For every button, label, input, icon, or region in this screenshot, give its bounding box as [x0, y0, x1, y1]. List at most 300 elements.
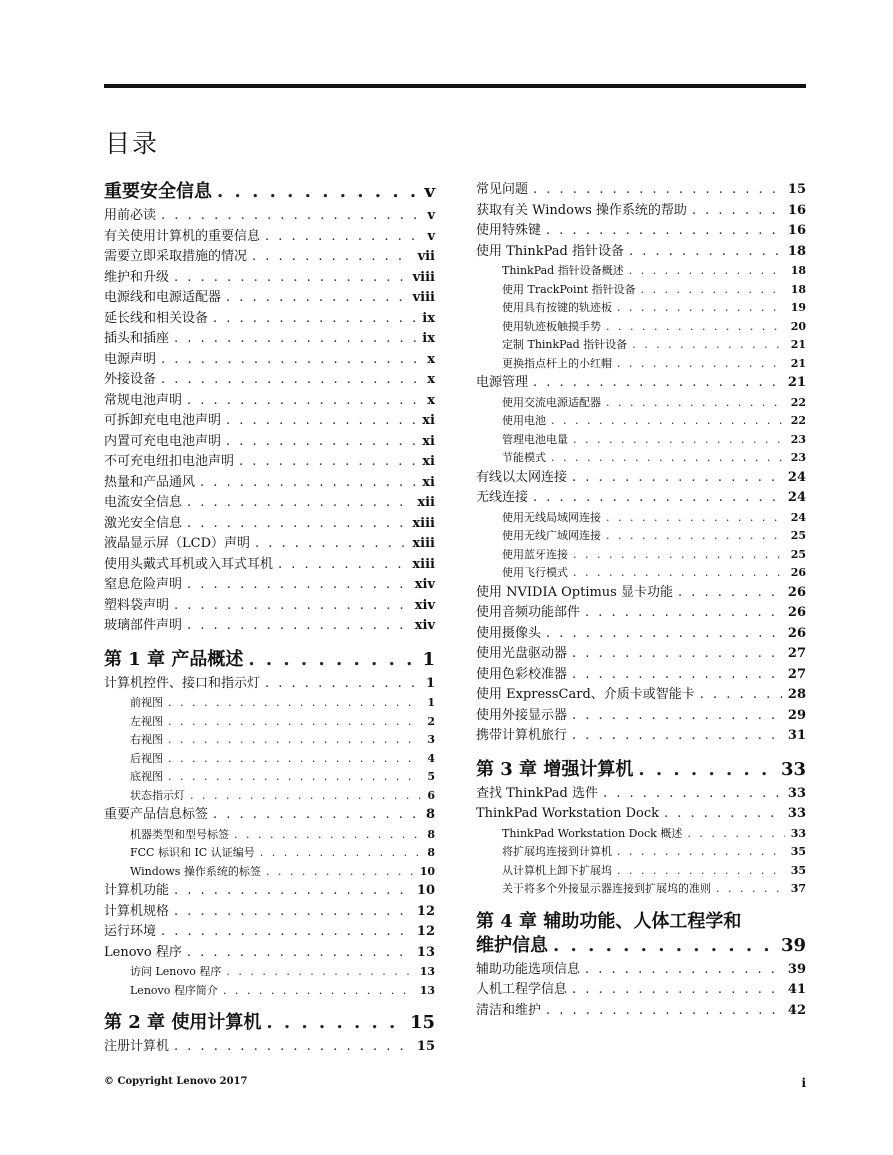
toc-chapter-entry[interactable] — [104, 648, 435, 672]
toc-entry[interactable] — [476, 980, 806, 1001]
toc-label: ThinkPad Workstation Dock 概述 — [502, 826, 683, 840]
toc-label: 注册计算机 — [104, 1039, 170, 1054]
toc-label: 使用交流电源适配器 — [502, 395, 601, 409]
toc-page-number: 28 — [787, 687, 806, 702]
toc-label: 激光安全信息 — [104, 515, 183, 531]
toc-label: 辅助功能选项信息 — [476, 961, 581, 977]
page-title: 目录 — [105, 129, 160, 158]
toc-page-number: 8 — [427, 846, 435, 859]
dot-leader — [260, 227, 421, 248]
toc-label: Lenovo 程序简介 — [130, 983, 218, 997]
toc-entry[interactable] — [104, 227, 435, 248]
dot-leader — [169, 1037, 411, 1058]
dot-leader — [568, 546, 785, 565]
dot-leader — [567, 980, 782, 1001]
toc-chapter-title: 第 4 章 辅助功能、人体工程学和 — [476, 910, 742, 932]
toc-label: 获取有关 Windows 操作系统的帮助 — [476, 202, 687, 218]
toc-entry[interactable] — [104, 943, 435, 964]
toc-label: 使用蓝牙连接 — [502, 547, 568, 561]
toc-subentry[interactable] — [104, 768, 435, 787]
toc-page-number: xiv — [414, 577, 435, 592]
toc-page-number: 1 — [422, 648, 435, 670]
toc-label: 第 1 章 产品概述 — [104, 648, 244, 670]
toc-entry[interactable] — [476, 1001, 806, 1022]
dot-leader — [273, 555, 406, 576]
toc-page-number: viii — [412, 290, 435, 305]
dot-leader — [182, 575, 409, 596]
dot-leader — [528, 373, 782, 394]
toc-page-number: 16 — [787, 202, 806, 218]
dot-leader — [229, 826, 421, 845]
toc-entry[interactable] — [104, 1037, 435, 1058]
toc-page-number: 24 — [787, 490, 806, 505]
toc-subentry[interactable] — [104, 826, 435, 845]
toc-page-number: 16 — [787, 223, 806, 238]
toc-page-number: x — [427, 372, 435, 387]
toc-label: 运行环境 — [104, 924, 157, 939]
dot-leader — [601, 509, 785, 528]
toc-subentry[interactable] — [104, 963, 435, 982]
dot-leader — [218, 982, 414, 1001]
toc-label: ThinkPad Workstation Dock — [476, 806, 659, 821]
dot-leader — [182, 493, 411, 514]
toc-label: 塑料袋声明 — [104, 597, 170, 613]
toc-label: 使用 NVIDIA Optimus 显卡功能 — [476, 584, 673, 600]
toc-page-number: 21 — [790, 356, 806, 370]
toc-page-number: 25 — [790, 547, 806, 561]
toc-label: 可拆卸充电电池声明 — [104, 413, 222, 428]
toc-entry[interactable] — [104, 247, 435, 268]
toc-chapter-entry[interactable] — [476, 758, 806, 782]
dot-leader — [546, 412, 785, 431]
dot-leader — [541, 624, 782, 645]
toc-subentry[interactable] — [104, 982, 435, 1001]
toc-page-number: v — [427, 228, 435, 244]
dot-leader — [711, 880, 785, 899]
dot-leader — [612, 843, 785, 862]
toc-label: 窒息危险声明 — [104, 577, 183, 592]
toc-page-number: 5 — [427, 770, 435, 783]
toc-label: 插头和插座 — [104, 331, 170, 346]
toc-label: 更换指点杆上的小红帽 — [502, 356, 612, 370]
toc-label: 携带计算机旅行 — [476, 728, 568, 743]
toc-label: 重要产品信息标签 — [104, 807, 209, 822]
toc-entry[interactable] — [104, 616, 435, 637]
toc-label: 使用摄像头 — [476, 625, 542, 641]
toc-subentry[interactable] — [476, 262, 806, 281]
toc-label: 使用特殊键 — [476, 223, 542, 238]
toc-subentry[interactable] — [476, 299, 806, 318]
toc-label: 使用外接显示器 — [476, 707, 568, 723]
toc-subentry[interactable] — [476, 336, 806, 355]
toc-page-number: 13 — [419, 965, 435, 978]
toc-entry[interactable] — [476, 726, 806, 747]
toc-label: 管理电池电量 — [502, 432, 568, 446]
toc-page-number: 21 — [787, 375, 806, 390]
toc-page-number: 3 — [427, 733, 435, 746]
dot-leader — [695, 685, 782, 706]
dot-leader — [163, 750, 421, 769]
dot-leader — [260, 674, 420, 695]
dot-leader — [163, 768, 421, 787]
dot-leader — [221, 411, 416, 432]
toc-page-number: 19 — [790, 301, 806, 314]
toc-label: 从计算机上卸下扩展坞 — [502, 863, 612, 877]
toc-label: 玻璃部件声明 — [104, 618, 183, 633]
toc-page-number: xi — [422, 413, 435, 428]
toc-chapter-entry[interactable] — [104, 1011, 435, 1035]
dot-leader — [636, 281, 785, 300]
toc-label: 电源线和电源适配器 — [104, 290, 222, 305]
dot-leader — [548, 934, 775, 958]
toc-page-number: 33 — [780, 758, 806, 780]
toc-entry[interactable] — [104, 674, 435, 695]
toc-page-number: 26 — [787, 625, 806, 641]
toc-subentry[interactable] — [476, 412, 806, 431]
toc-subentry[interactable] — [104, 750, 435, 769]
toc-entry[interactable] — [104, 902, 435, 923]
toc-page-number: 15 — [416, 1039, 435, 1054]
toc-label: 电流安全信息 — [104, 495, 183, 510]
toc-entry[interactable] — [476, 784, 806, 805]
toc-entry[interactable] — [476, 201, 806, 222]
toc-entry[interactable] — [476, 804, 806, 825]
toc-page-number: 10 — [416, 883, 435, 898]
toc-page-number: 4 — [427, 751, 435, 765]
toc-page-number: 18 — [787, 243, 806, 259]
toc-entry[interactable] — [104, 514, 435, 535]
toc-page-number: 42 — [787, 1002, 806, 1018]
toc-subentry[interactable] — [476, 527, 806, 546]
toc-page-number: 29 — [787, 707, 806, 723]
toc-entry[interactable] — [476, 242, 806, 263]
toc-label: 液晶显示屏（LCD）声明 — [104, 536, 251, 551]
dot-leader — [156, 350, 421, 371]
toc-subentry[interactable] — [476, 431, 806, 450]
toc-entry[interactable] — [476, 644, 806, 665]
dot-leader — [221, 288, 407, 309]
page-number: i — [801, 1076, 806, 1090]
toc-page-number: v — [427, 208, 435, 223]
toc-page-number: 33 — [787, 785, 806, 801]
toc-label: 查找 ThinkPad 选件 — [476, 785, 598, 801]
toc-label: 人机工程学信息 — [476, 982, 568, 997]
toc-entry[interactable] — [104, 288, 435, 309]
toc-subentry[interactable] — [104, 694, 435, 713]
toc-page-number: 25 — [790, 529, 806, 542]
toc-page-number: xiii — [412, 556, 435, 572]
page-footer — [104, 1076, 806, 1090]
toc-page-number: 24 — [787, 469, 806, 485]
toc-entry[interactable] — [476, 180, 806, 201]
toc-subentry[interactable] — [476, 825, 806, 844]
toc-label: 使用 ExpressCard、介质卡或智能卡 — [476, 687, 695, 702]
toc-label: 电源管理 — [476, 375, 529, 390]
toc-page-number: 26 — [787, 584, 806, 600]
toc-subentry[interactable] — [104, 844, 435, 863]
toc-entry[interactable] — [476, 221, 806, 242]
toc-page-number: vii — [417, 249, 435, 264]
toc-label: 重要安全信息 — [104, 181, 212, 202]
toc-page-number: xi — [422, 474, 435, 490]
dot-leader — [261, 863, 414, 882]
toc-label: 用前必读 — [104, 208, 157, 223]
dot-leader — [612, 862, 785, 881]
dot-leader — [687, 201, 782, 222]
dot-leader — [255, 844, 422, 863]
toc-entry[interactable] — [104, 596, 435, 617]
dot-leader — [627, 336, 784, 355]
dot-leader — [633, 758, 775, 782]
toc-label: 使用 TrackPoint 指针设备 — [502, 282, 636, 296]
dot-leader — [163, 731, 421, 750]
toc-page-number: 35 — [790, 863, 806, 877]
dot-leader — [247, 247, 412, 268]
toc-entry[interactable] — [104, 473, 435, 494]
toc-subentry[interactable] — [476, 509, 806, 528]
toc-entry[interactable] — [104, 350, 435, 371]
toc-subentry[interactable] — [476, 449, 806, 468]
toc-page-number: 15 — [787, 182, 806, 197]
toc-label: 后视图 — [130, 751, 163, 765]
dot-leader — [567, 468, 782, 489]
toc-label: 前视图 — [130, 696, 163, 709]
toc-label: 使用头戴式耳机或入耳式耳机 — [104, 556, 274, 572]
toc-entry[interactable] — [476, 603, 806, 624]
toc-subentry[interactable] — [104, 787, 435, 806]
dot-leader — [261, 1011, 404, 1035]
dot-leader — [221, 432, 416, 453]
toc-page-number: 20 — [790, 319, 806, 333]
toc-entry[interactable] — [104, 370, 435, 391]
dot-leader — [182, 391, 421, 412]
toc-subentry[interactable] — [476, 564, 806, 583]
dot-leader — [169, 596, 409, 617]
toc-page-number: 37 — [790, 882, 806, 895]
toc-page-number: 8 — [427, 827, 435, 841]
toc-subentry[interactable] — [104, 713, 435, 732]
copyright-notice: © Copyright Lenovo 2017 — [104, 1076, 248, 1087]
toc-page-number: xii — [417, 495, 435, 510]
toc-page-number: 12 — [416, 903, 435, 919]
toc-page-number: 39 — [780, 934, 806, 956]
toc-label: 使用轨迹板触摸手势 — [502, 319, 601, 333]
toc-label: 计算机功能 — [104, 883, 170, 898]
toc-page-number: 39 — [787, 961, 806, 977]
toc-page-number: x — [427, 351, 435, 367]
toc-label: FCC 标识和 IC 认证编号 — [130, 846, 255, 859]
toc-entry[interactable] — [104, 309, 435, 330]
toc-page-number: 10 — [419, 864, 435, 878]
toc-label: 维护和升级 — [104, 269, 170, 285]
toc-label: 热量和产品通风 — [104, 474, 196, 490]
toc-label: 清洁和维护 — [476, 1002, 542, 1018]
toc-entry[interactable] — [104, 881, 435, 902]
dot-leader — [243, 648, 416, 672]
toc-page-number: 31 — [787, 728, 806, 743]
dot-leader — [567, 726, 782, 747]
dot-leader — [598, 784, 782, 805]
dot-leader — [156, 922, 411, 943]
toc-page-number: xiii — [412, 536, 435, 551]
dot-leader — [182, 514, 406, 535]
toc-page-number: 1 — [425, 675, 435, 691]
toc-page-number: 23 — [790, 432, 806, 446]
toc-page-number: 26 — [787, 605, 806, 620]
toc-page-number: 35 — [790, 845, 806, 858]
dot-leader — [195, 473, 416, 494]
toc-subentry[interactable] — [476, 862, 806, 881]
toc-page-number: 41 — [787, 982, 806, 997]
toc-page-number: 18 — [790, 282, 806, 296]
toc-entry[interactable] — [104, 805, 435, 826]
dot-leader — [221, 963, 413, 982]
toc-page-number: ix — [422, 310, 435, 326]
toc-entry[interactable] — [104, 268, 435, 289]
toc-entry[interactable] — [476, 960, 806, 981]
dot-leader — [568, 564, 785, 583]
dot-leader — [156, 206, 421, 227]
toc-label: 电源声明 — [104, 351, 157, 367]
toc-page-number: 23 — [790, 451, 806, 464]
toc-page-number: 21 — [790, 338, 806, 351]
toc-label: 使用光盘驱动器 — [476, 646, 568, 661]
dot-leader — [169, 268, 407, 289]
toc-label: 使用音频功能部件 — [476, 605, 581, 620]
toc-entry[interactable] — [104, 922, 435, 943]
dot-leader — [169, 902, 411, 923]
toc-entry[interactable] — [476, 488, 806, 509]
toc-label: Windows 操作系统的标签 — [130, 864, 261, 878]
dot-leader — [601, 527, 785, 546]
toc-label: 延长线和相关设备 — [104, 310, 209, 326]
toc-entry[interactable] — [104, 411, 435, 432]
toc-label: 计算机控件、接口和指示灯 — [104, 675, 261, 691]
toc-entry[interactable] — [104, 329, 435, 350]
toc-page-number: 27 — [787, 666, 806, 682]
toc-left-column — [104, 180, 435, 1058]
toc-label: 节能模式 — [502, 451, 546, 464]
dot-leader — [682, 825, 784, 844]
toc-entry[interactable] — [104, 493, 435, 514]
dot-leader — [208, 309, 416, 330]
toc-subentry[interactable] — [476, 318, 806, 337]
toc-label: 使用无线局域网连接 — [502, 510, 601, 524]
toc-entry[interactable] — [476, 665, 806, 686]
toc-page-number: viii — [412, 269, 435, 285]
toc-page-number: xiii — [412, 515, 435, 531]
toc-label: 底视图 — [130, 770, 163, 783]
toc-label: 关于将多个外接显示器连接到扩展坞的准则 — [502, 882, 711, 895]
toc-label: 使用 ThinkPad 指针设备 — [476, 243, 624, 259]
toc-page-number: 33 — [790, 826, 806, 840]
toc-subentry[interactable] — [476, 394, 806, 413]
toc-entry[interactable] — [476, 373, 806, 394]
toc-page-number: 2 — [427, 714, 435, 728]
dot-leader — [541, 221, 782, 242]
toc-page-number: 6 — [427, 788, 435, 802]
toc-page-number: xi — [422, 433, 435, 449]
toc-label: 有关使用计算机的重要信息 — [104, 228, 261, 244]
dot-leader — [612, 355, 785, 374]
toc-label: 将扩展坞连接到计算机 — [502, 845, 612, 858]
dot-leader — [528, 488, 782, 509]
toc-entry[interactable] — [104, 391, 435, 412]
dot-leader — [601, 394, 785, 413]
toc-entry[interactable] — [476, 468, 806, 489]
toc-label: 使用具有按键的轨迹板 — [502, 301, 612, 314]
dot-leader — [567, 706, 782, 727]
toc-page-number: 15 — [409, 1012, 435, 1033]
toc-label: 计算机规格 — [104, 903, 170, 919]
dot-leader — [580, 603, 782, 624]
dot-leader — [580, 960, 782, 981]
toc-label: 第 3 章 增强计算机 — [476, 758, 634, 780]
toc-right-column — [476, 180, 806, 1021]
toc-subentry[interactable] — [476, 843, 806, 862]
toc-label: 无线连接 — [476, 490, 529, 505]
toc-chapter-entry[interactable] — [476, 910, 806, 958]
toc-entry[interactable] — [476, 583, 806, 604]
toc-label: 定制 ThinkPad 指针设备 — [502, 338, 628, 351]
toc-entry[interactable] — [476, 706, 806, 727]
dot-leader — [208, 805, 420, 826]
dot-leader — [659, 804, 782, 825]
toc-entry[interactable] — [104, 206, 435, 227]
toc-subentry[interactable] — [104, 863, 435, 882]
toc-entry[interactable] — [476, 624, 806, 645]
toc-chapter-entry[interactable] — [104, 180, 435, 204]
toc-subentry[interactable] — [476, 281, 806, 300]
toc-entry[interactable] — [476, 685, 806, 706]
dot-leader — [163, 713, 421, 732]
dot-leader — [182, 616, 409, 637]
toc-entry[interactable] — [104, 452, 435, 473]
toc-label: 右视图 — [130, 733, 163, 746]
toc-entry[interactable] — [104, 432, 435, 453]
dot-leader — [156, 370, 421, 391]
toc-entry[interactable] — [104, 555, 435, 576]
dot-leader — [568, 431, 785, 450]
toc-page-number: 1 — [427, 696, 435, 709]
dot-leader — [624, 242, 782, 263]
toc-subentry[interactable] — [104, 731, 435, 750]
toc-page-number: 33 — [787, 806, 806, 821]
dot-leader — [169, 329, 416, 350]
toc-subentry[interactable] — [476, 880, 806, 899]
dot-leader — [612, 299, 785, 318]
toc-label: 使用色彩校准器 — [476, 666, 568, 682]
toc-subentry[interactable] — [476, 546, 806, 565]
toc-page-number: 27 — [787, 646, 806, 661]
dot-leader — [169, 881, 411, 902]
toc-entry[interactable] — [104, 534, 435, 555]
toc-label: 有线以太网连接 — [476, 469, 568, 485]
toc-page-number: 22 — [790, 414, 806, 427]
dot-leader — [163, 694, 421, 713]
toc-page-number: 12 — [416, 924, 435, 939]
dot-leader — [185, 787, 421, 806]
toc-label: 状态指示灯 — [130, 788, 185, 802]
toc-label: 左视图 — [130, 714, 163, 728]
toc-label: 外接设备 — [104, 372, 157, 387]
dot-leader — [567, 665, 782, 686]
toc-subentry[interactable] — [476, 355, 806, 374]
toc-page-number: xi — [422, 454, 435, 469]
dot-leader — [234, 452, 416, 473]
toc-entry[interactable] — [104, 575, 435, 596]
header-rule — [104, 84, 806, 88]
